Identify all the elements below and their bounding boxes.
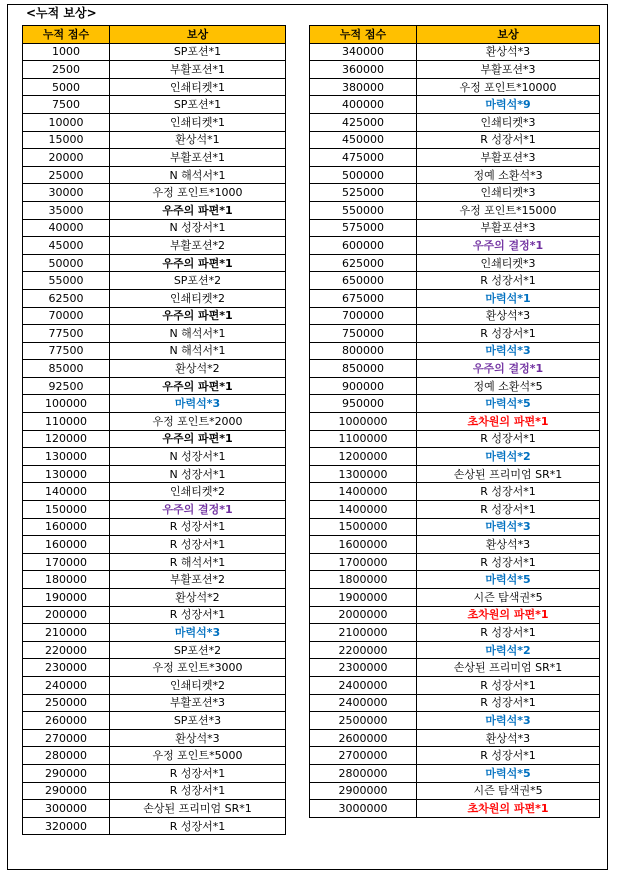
reward-cell: 정예 소환석*3 bbox=[417, 166, 600, 184]
table-row bbox=[23, 606, 286, 624]
score-cell: 220000 bbox=[23, 641, 110, 659]
table-row bbox=[310, 641, 600, 659]
reward-cell: R 성장서*1 bbox=[417, 501, 600, 519]
table-row bbox=[310, 747, 600, 765]
reward-cell: 우주의 파편*1 bbox=[110, 201, 286, 219]
table-row bbox=[310, 113, 600, 131]
table-row bbox=[23, 553, 286, 571]
reward-cell: 마력석*5 bbox=[417, 764, 600, 782]
table-row bbox=[310, 43, 600, 61]
table-row bbox=[310, 166, 600, 184]
score-cell: 250000 bbox=[23, 694, 110, 712]
score-cell: 55000 bbox=[23, 272, 110, 290]
reward-cell: R 성장서*1 bbox=[417, 747, 600, 765]
reward-cell: SP포션*3 bbox=[110, 712, 286, 730]
reward-cell: 마력석*5 bbox=[417, 571, 600, 589]
reward-cell: R 성장서*1 bbox=[417, 483, 600, 501]
reward-cell: R 성장서*1 bbox=[417, 553, 600, 571]
score-cell: 1300000 bbox=[310, 465, 417, 483]
score-cell: 550000 bbox=[310, 201, 417, 219]
table-row bbox=[310, 782, 600, 800]
table-row bbox=[310, 553, 600, 571]
table-row bbox=[23, 377, 286, 395]
table-row bbox=[23, 501, 286, 519]
score-cell: 2700000 bbox=[310, 747, 417, 765]
table-body-left bbox=[23, 43, 286, 835]
score-cell: 1500000 bbox=[310, 518, 417, 536]
reward-table-right bbox=[309, 25, 600, 818]
table-row bbox=[310, 272, 600, 290]
reward-cell: 우주의 파편*1 bbox=[110, 307, 286, 325]
reward-cell: 마력석*9 bbox=[417, 96, 600, 114]
reward-cell: 인쇄티켓*3 bbox=[417, 184, 600, 202]
table-row bbox=[310, 237, 600, 255]
table-row bbox=[310, 96, 600, 114]
table-row bbox=[23, 149, 286, 167]
score-cell: 1600000 bbox=[310, 536, 417, 554]
score-cell: 2400000 bbox=[310, 694, 417, 712]
table-row bbox=[23, 395, 286, 413]
reward-cell: 우정 포인트*10000 bbox=[417, 78, 600, 96]
table-row bbox=[310, 201, 600, 219]
reward-cell: 손상된 프리미엄 SR*1 bbox=[417, 659, 600, 677]
table-row bbox=[310, 764, 600, 782]
reward-cell: N 성장서*1 bbox=[110, 219, 286, 237]
table-row bbox=[23, 325, 286, 343]
score-cell: 2200000 bbox=[310, 641, 417, 659]
score-cell: 750000 bbox=[310, 325, 417, 343]
score-cell: 77500 bbox=[23, 325, 110, 343]
reward-cell: 환상석*3 bbox=[417, 729, 600, 747]
score-cell: 92500 bbox=[23, 377, 110, 395]
reward-cell: 마력석*3 bbox=[110, 395, 286, 413]
reward-cell: 마력석*2 bbox=[417, 641, 600, 659]
table-row bbox=[23, 96, 286, 114]
reward-cell: 마력석*3 bbox=[110, 624, 286, 642]
table-row bbox=[310, 536, 600, 554]
score-cell: 290000 bbox=[23, 782, 110, 800]
score-cell: 475000 bbox=[310, 149, 417, 167]
reward-cell: R 성장서*1 bbox=[417, 694, 600, 712]
table-row bbox=[23, 747, 286, 765]
score-cell: 625000 bbox=[310, 254, 417, 272]
reward-cell: 우정 포인트*15000 bbox=[417, 201, 600, 219]
table-row bbox=[23, 518, 286, 536]
table-row bbox=[310, 342, 600, 360]
score-cell: 380000 bbox=[310, 78, 417, 96]
reward-cell: 부활포션*2 bbox=[110, 571, 286, 589]
reward-cell: 시즌 탐색권*5 bbox=[417, 782, 600, 800]
score-cell: 35000 bbox=[23, 201, 110, 219]
table-row bbox=[23, 624, 286, 642]
table-row bbox=[23, 641, 286, 659]
table-row bbox=[310, 360, 600, 378]
table-row bbox=[310, 307, 600, 325]
table-row bbox=[23, 782, 286, 800]
reward-cell: 인쇄티켓*1 bbox=[110, 78, 286, 96]
score-cell: 100000 bbox=[23, 395, 110, 413]
table-row bbox=[310, 465, 600, 483]
reward-cell: N 해석서*1 bbox=[110, 325, 286, 343]
score-cell: 50000 bbox=[23, 254, 110, 272]
score-cell: 140000 bbox=[23, 483, 110, 501]
reward-table-left bbox=[22, 25, 286, 835]
table-row bbox=[23, 571, 286, 589]
reward-cell: 초차원의 파편*1 bbox=[417, 413, 600, 431]
table-row bbox=[310, 659, 600, 677]
reward-cell: SP포션*1 bbox=[110, 96, 286, 114]
score-cell: 950000 bbox=[310, 395, 417, 413]
reward-cell: 부활포션*3 bbox=[110, 694, 286, 712]
score-cell: 2100000 bbox=[310, 624, 417, 642]
score-cell: 85000 bbox=[23, 360, 110, 378]
table-header-row bbox=[310, 26, 600, 44]
reward-cell: R 성장서*1 bbox=[110, 764, 286, 782]
reward-cell: 부활포션*2 bbox=[110, 237, 286, 255]
score-cell: 360000 bbox=[310, 61, 417, 79]
reward-cell: 우정 포인트*3000 bbox=[110, 659, 286, 677]
reward-cell: R 성장서*1 bbox=[110, 817, 286, 835]
reward-cell: N 성장서*1 bbox=[110, 448, 286, 466]
score-cell: 600000 bbox=[310, 237, 417, 255]
table-row bbox=[23, 483, 286, 501]
score-cell: 120000 bbox=[23, 430, 110, 448]
table-row bbox=[23, 360, 286, 378]
table-row bbox=[23, 272, 286, 290]
reward-cell: R 해석서*1 bbox=[110, 553, 286, 571]
score-cell: 675000 bbox=[310, 289, 417, 307]
table-row bbox=[310, 518, 600, 536]
score-cell: 2400000 bbox=[310, 676, 417, 694]
reward-cell: R 성장서*1 bbox=[417, 676, 600, 694]
reward-cell: 마력석*3 bbox=[417, 518, 600, 536]
table-row bbox=[310, 606, 600, 624]
score-cell: 700000 bbox=[310, 307, 417, 325]
reward-cell: 환상석*3 bbox=[110, 729, 286, 747]
score-cell: 575000 bbox=[310, 219, 417, 237]
table-row bbox=[310, 131, 600, 149]
reward-cell: 초차원의 파편*1 bbox=[417, 606, 600, 624]
table-row bbox=[310, 254, 600, 272]
table-row bbox=[23, 43, 286, 61]
table-row bbox=[23, 184, 286, 202]
reward-cell: 인쇄티켓*3 bbox=[417, 113, 600, 131]
reward-cell: 우정 포인트*2000 bbox=[110, 413, 286, 431]
table-row bbox=[23, 237, 286, 255]
score-cell: 2500 bbox=[23, 61, 110, 79]
table-row bbox=[23, 413, 286, 431]
reward-cell: 마력석*5 bbox=[417, 395, 600, 413]
score-cell: 77500 bbox=[23, 342, 110, 360]
score-cell: 850000 bbox=[310, 360, 417, 378]
table-row bbox=[310, 624, 600, 642]
score-cell: 7500 bbox=[23, 96, 110, 114]
reward-cell: R 성장서*1 bbox=[110, 782, 286, 800]
reward-cell: SP포션*2 bbox=[110, 272, 286, 290]
reward-cell: 마력석*3 bbox=[417, 712, 600, 730]
table-row bbox=[23, 465, 286, 483]
score-cell: 340000 bbox=[310, 43, 417, 61]
score-cell: 5000 bbox=[23, 78, 110, 96]
reward-cell: 시즌 탐색권*5 bbox=[417, 589, 600, 607]
reward-cell: SP포션*2 bbox=[110, 641, 286, 659]
score-cell: 280000 bbox=[23, 747, 110, 765]
table-row bbox=[23, 219, 286, 237]
score-cell: 160000 bbox=[23, 536, 110, 554]
score-cell: 525000 bbox=[310, 184, 417, 202]
reward-cell: 우정 포인트*5000 bbox=[110, 747, 286, 765]
score-cell: 20000 bbox=[23, 149, 110, 167]
table-row bbox=[23, 676, 286, 694]
table-row bbox=[310, 571, 600, 589]
reward-cell: R 성장서*1 bbox=[417, 272, 600, 290]
score-cell: 130000 bbox=[23, 448, 110, 466]
score-cell: 1700000 bbox=[310, 553, 417, 571]
score-cell: 230000 bbox=[23, 659, 110, 677]
score-cell: 260000 bbox=[23, 712, 110, 730]
reward-cell: N 해석서*1 bbox=[110, 166, 286, 184]
reward-cell: 손상된 프리미엄 SR*1 bbox=[110, 800, 286, 818]
table-row bbox=[23, 342, 286, 360]
score-cell: 1400000 bbox=[310, 483, 417, 501]
reward-cell: 환상석*2 bbox=[110, 360, 286, 378]
score-cell: 15000 bbox=[23, 131, 110, 149]
table-row bbox=[23, 131, 286, 149]
score-cell: 800000 bbox=[310, 342, 417, 360]
table-row bbox=[310, 149, 600, 167]
reward-cell: 환상석*2 bbox=[110, 589, 286, 607]
table-row bbox=[310, 184, 600, 202]
table-row bbox=[310, 78, 600, 96]
table-row bbox=[23, 289, 286, 307]
reward-cell: R 성장서*1 bbox=[110, 518, 286, 536]
reward-cell: R 성장서*1 bbox=[417, 430, 600, 448]
table-row bbox=[310, 325, 600, 343]
table-row bbox=[310, 694, 600, 712]
table-row bbox=[23, 694, 286, 712]
table-row bbox=[310, 413, 600, 431]
score-cell: 240000 bbox=[23, 676, 110, 694]
reward-cell: 마력석*1 bbox=[417, 289, 600, 307]
score-cell: 1200000 bbox=[310, 448, 417, 466]
score-cell: 650000 bbox=[310, 272, 417, 290]
reward-cell: 초차원의 파편*1 bbox=[417, 800, 600, 818]
reward-cell: 손상된 프리미엄 SR*1 bbox=[417, 465, 600, 483]
table-row bbox=[310, 589, 600, 607]
score-cell: 1000000 bbox=[310, 413, 417, 431]
table-row bbox=[23, 817, 286, 835]
score-cell: 70000 bbox=[23, 307, 110, 325]
score-cell: 425000 bbox=[310, 113, 417, 131]
score-cell: 30000 bbox=[23, 184, 110, 202]
score-cell: 300000 bbox=[23, 800, 110, 818]
score-cell: 1900000 bbox=[310, 589, 417, 607]
score-cell: 290000 bbox=[23, 764, 110, 782]
reward-cell: SP포션*1 bbox=[110, 43, 286, 61]
table-row bbox=[310, 712, 600, 730]
table-row bbox=[310, 395, 600, 413]
reward-cell: 우주의 결정*1 bbox=[110, 501, 286, 519]
score-cell: 130000 bbox=[23, 465, 110, 483]
score-cell: 210000 bbox=[23, 624, 110, 642]
score-cell: 10000 bbox=[23, 113, 110, 131]
score-cell: 500000 bbox=[310, 166, 417, 184]
score-cell: 150000 bbox=[23, 501, 110, 519]
score-cell: 170000 bbox=[23, 553, 110, 571]
score-cell: 62500 bbox=[23, 289, 110, 307]
score-cell: 900000 bbox=[310, 377, 417, 395]
table-row bbox=[23, 430, 286, 448]
page-title: <누적 보상> bbox=[26, 6, 97, 20]
score-cell: 400000 bbox=[310, 96, 417, 114]
score-cell: 1800000 bbox=[310, 571, 417, 589]
reward-cell: 인쇄티켓*1 bbox=[110, 113, 286, 131]
reward-cell: 부활포션*1 bbox=[110, 61, 286, 79]
reward-cell: R 성장서*1 bbox=[417, 131, 600, 149]
table-row bbox=[310, 219, 600, 237]
table-row bbox=[310, 501, 600, 519]
reward-cell: 부활포션*3 bbox=[417, 149, 600, 167]
score-cell: 190000 bbox=[23, 589, 110, 607]
table-row bbox=[23, 201, 286, 219]
reward-cell: N 성장서*1 bbox=[110, 465, 286, 483]
header-reward: 보상 bbox=[110, 26, 286, 44]
table-row bbox=[310, 61, 600, 79]
reward-cell: 부활포션*1 bbox=[110, 149, 286, 167]
reward-cell: 우주의 결정*1 bbox=[417, 360, 600, 378]
table-row bbox=[23, 800, 286, 818]
score-cell: 1100000 bbox=[310, 430, 417, 448]
table-row bbox=[23, 536, 286, 554]
reward-cell: 환상석*3 bbox=[417, 43, 600, 61]
score-cell: 25000 bbox=[23, 166, 110, 184]
reward-cell: 부활포션*3 bbox=[417, 61, 600, 79]
reward-cell: 우주의 파편*1 bbox=[110, 254, 286, 272]
table-row bbox=[310, 676, 600, 694]
reward-cell: R 성장서*1 bbox=[417, 624, 600, 642]
score-cell: 1000 bbox=[23, 43, 110, 61]
score-cell: 2300000 bbox=[310, 659, 417, 677]
table-row bbox=[23, 61, 286, 79]
table-body-right bbox=[310, 43, 600, 817]
table-row bbox=[23, 764, 286, 782]
reward-cell: 환상석*3 bbox=[417, 307, 600, 325]
score-cell: 270000 bbox=[23, 729, 110, 747]
table-row bbox=[310, 289, 600, 307]
score-cell: 160000 bbox=[23, 518, 110, 536]
table-row bbox=[23, 307, 286, 325]
table-row bbox=[23, 659, 286, 677]
score-cell: 2000000 bbox=[310, 606, 417, 624]
score-cell: 40000 bbox=[23, 219, 110, 237]
table-row bbox=[310, 800, 600, 818]
table-row bbox=[23, 729, 286, 747]
table-row bbox=[23, 113, 286, 131]
reward-cell: 정예 소환석*5 bbox=[417, 377, 600, 395]
reward-cell: 환상석*1 bbox=[110, 131, 286, 149]
score-cell: 450000 bbox=[310, 131, 417, 149]
table-row bbox=[23, 712, 286, 730]
reward-cell: 환상석*3 bbox=[417, 536, 600, 554]
score-cell: 2500000 bbox=[310, 712, 417, 730]
reward-cell: 우주의 결정*1 bbox=[417, 237, 600, 255]
score-cell: 200000 bbox=[23, 606, 110, 624]
reward-cell: R 성장서*1 bbox=[110, 606, 286, 624]
header-score: 누적 점수 bbox=[23, 26, 110, 44]
score-cell: 2900000 bbox=[310, 782, 417, 800]
reward-cell: 우정 포인트*1000 bbox=[110, 184, 286, 202]
score-cell: 1400000 bbox=[310, 501, 417, 519]
reward-cell: 인쇄티켓*3 bbox=[417, 254, 600, 272]
reward-cell: 마력석*2 bbox=[417, 448, 600, 466]
score-cell: 180000 bbox=[23, 571, 110, 589]
table-row bbox=[310, 448, 600, 466]
table-row bbox=[23, 254, 286, 272]
score-cell: 45000 bbox=[23, 237, 110, 255]
table-row bbox=[310, 729, 600, 747]
table-row bbox=[310, 430, 600, 448]
score-cell: 110000 bbox=[23, 413, 110, 431]
score-cell: 2800000 bbox=[310, 764, 417, 782]
reward-cell: R 성장서*1 bbox=[417, 325, 600, 343]
table-row bbox=[310, 377, 600, 395]
reward-cell: 우주의 파편*1 bbox=[110, 377, 286, 395]
table-header-row bbox=[23, 26, 286, 44]
table-row bbox=[310, 483, 600, 501]
reward-cell: 인쇄티켓*2 bbox=[110, 289, 286, 307]
score-cell: 2600000 bbox=[310, 729, 417, 747]
header-reward: 보상 bbox=[417, 26, 600, 44]
score-cell: 320000 bbox=[23, 817, 110, 835]
table-row bbox=[23, 589, 286, 607]
table-row bbox=[23, 448, 286, 466]
reward-cell: 부활포션*3 bbox=[417, 219, 600, 237]
reward-cell: 마력석*3 bbox=[417, 342, 600, 360]
reward-cell: 인쇄티켓*2 bbox=[110, 483, 286, 501]
table-row bbox=[23, 166, 286, 184]
reward-cell: 우주의 파편*1 bbox=[110, 430, 286, 448]
reward-cell: N 해석서*1 bbox=[110, 342, 286, 360]
header-score: 누적 점수 bbox=[310, 26, 417, 44]
reward-cell: R 성장서*1 bbox=[110, 536, 286, 554]
table-row bbox=[23, 78, 286, 96]
reward-cell: 인쇄티켓*2 bbox=[110, 676, 286, 694]
score-cell: 3000000 bbox=[310, 800, 417, 818]
